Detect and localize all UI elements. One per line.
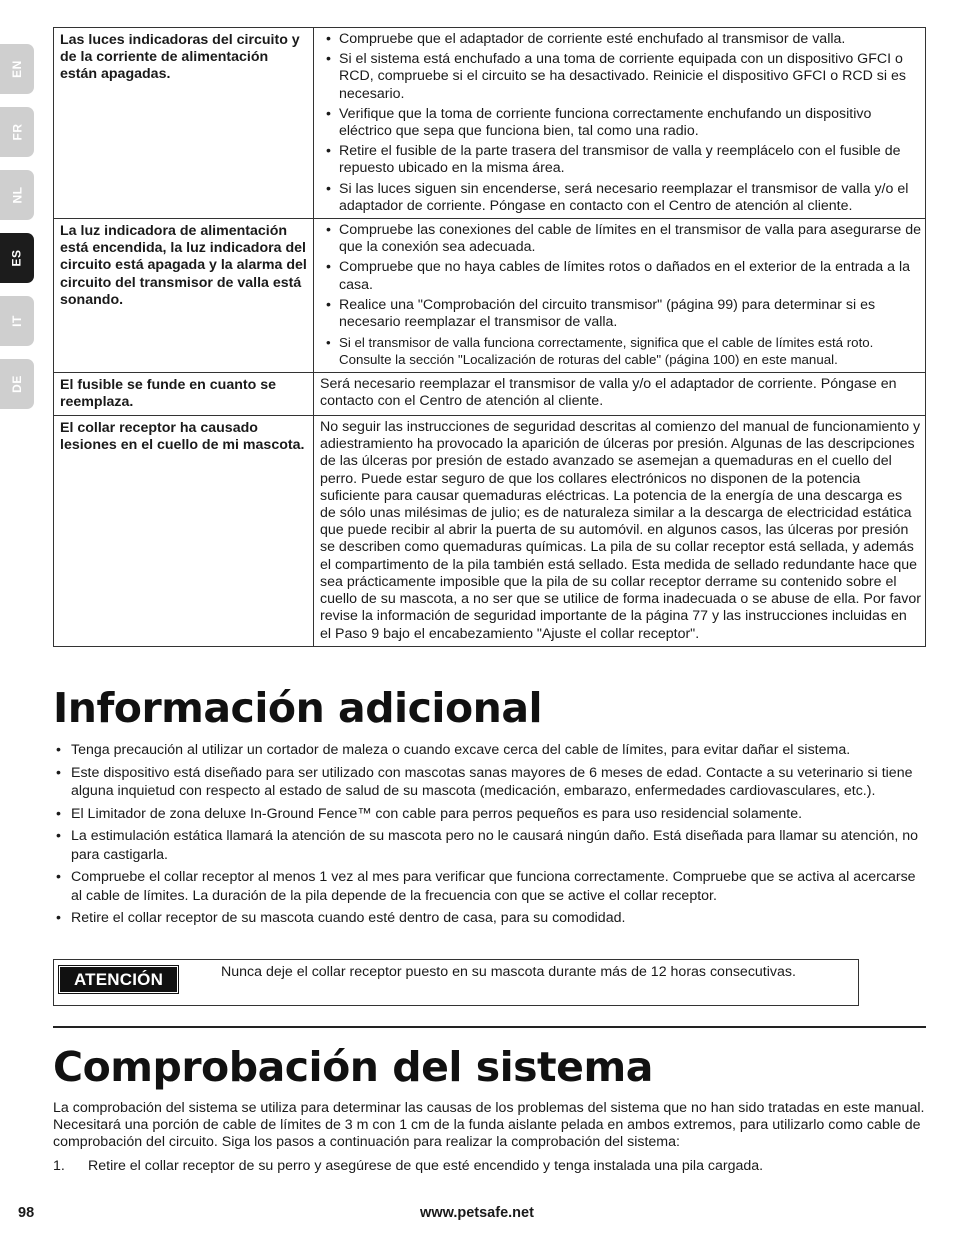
list-item: • Retire el collar receptor de su mascota cuando esté dentro de casa, para su comodidad. — [53, 909, 928, 928]
list-item: • Este dispositivo está diseñado para ser utilizado con mascotas sanas mayores de 6 meses de edad. Contacte a su veterinario si tiene alguna inquietud con respecto al estado de salud de su mascota (medicación, embarazo, enfermedades cardiovasculares, etc.). — [53, 764, 928, 801]
troubleshooting-table — [53, 27, 926, 647]
problem-cell: Las luces indicadoras del circuito y de la corriente de alimentación están apagadas. — [54, 28, 314, 219]
list-item: • Realice una "Comprobación del circuito transmisor" (página 99) para determinar si es necesario reemplazar el transmisor de valla. — [320, 297, 921, 331]
solution-cell: Será necesario reemplazar el transmisor de valla y/o el adaptador de corriente. Póngase en contacto con el Centro de atención al cliente. — [314, 372, 926, 415]
step-number: 1. — [53, 1158, 65, 1174]
list-item: • Retire el fusible de la parte trasera del transmisor de valla y reemplácelo con el fusible de repuesto ubicado en la misma área. — [320, 143, 921, 177]
info-heading: Información adicional — [53, 684, 543, 732]
step-text: Retire el collar receptor de su perro y asegúrese de que esté encendido y tenga instalada una pila cargada. — [88, 1158, 764, 1174]
table-row — [54, 28, 926, 219]
problem-cell: La luz indicadora de alimentación está encendida, la luz indicadora del circuito está apagada y la alarma del circuito del transmisor de valla está sonando. — [54, 219, 314, 373]
step-item — [53, 1158, 928, 1175]
list-item: • El Limitador de zona deluxe In-Ground Fence™ con cable para perros pequeños es para uso residencial solamente. — [53, 805, 928, 824]
system-check-intro: La comprobación del sistema se utiliza para determinar las causas de los problemas del sistema que no han sido tratadas en este manual. Necesitará una porción de cable de límites de 3 m con 1 cm de la funda aislante pelada en ambos extremos, para utilizarlo como cable de comprobación del circuito. Siga los pasos a continuación para realizar la comprobación del sistema: — [53, 1100, 925, 1150]
system-check-heading: Comprobación del sistema — [53, 1043, 653, 1091]
list-item: • Compruebe que el adaptador de corriente esté enchufado al transmisor de valla. — [320, 31, 921, 48]
lang-tab-nl[interactable]: NL — [0, 170, 34, 220]
lang-tab-es[interactable]: ES — [0, 233, 34, 283]
table-row — [54, 372, 926, 415]
section-divider — [53, 1026, 926, 1028]
table-row — [54, 416, 926, 647]
warning-box — [53, 959, 859, 1006]
list-item: • Si las luces siguen sin encenderse, será necesario reemplazar el transmisor de valla y/o el adaptador de corriente. Póngase en contacto con el Centro de atención al cliente. — [320, 181, 921, 215]
warning-badge: ATENCIÓN — [60, 967, 177, 992]
table-row — [54, 219, 926, 373]
list-item: • Compruebe el collar receptor al menos 1 vez al mes para verificar que funciona correctamente. Compruebe que se activa al acercarse al cable de límites. La duración de la pila depende de la frecuencia con que se active el collar receptor. — [53, 868, 928, 905]
lang-tab-en[interactable]: EN — [0, 44, 34, 94]
solution-cell — [314, 28, 926, 219]
list-item: • Tenga precaución al utilizar un cortador de maleza o cuando excave cerca del cable de límites, para evitar dañar el sistema. — [53, 741, 928, 760]
lang-tab-it[interactable]: IT — [0, 296, 34, 346]
solution-cell — [314, 219, 926, 373]
problem-cell: El fusible se funde en cuanto se reemplaza. — [54, 372, 314, 415]
solution-cell: No seguir las instrucciones de seguridad descritas al comienzo del manual de funcionamiento y adiestramiento ha provocado la aparición de úlceras por presión. Algunas de las descripciones de las úlceras por presión de estado avanzado se asemejan a quemaduras en el cuello del perro. Puede estar seguro de que los collares electrónicos no disponen de la potencia suficiente para causar quemaduras eléctricas. La potencia de la energía de una descarga es de sólo unas milésimas de julio; es de naturaleza similar a la descarga de electricidad estática que puede recibir al abrir la puerta de su automóvil. en algunos casos, las úlceras por presión se describen como quemaduras químicas. La pila de su collar receptor está sellada, y además el compartimento de la pila también está sellado. Esta medida de sellado redundante hace que sea prácticamente imposible que la pila de su collar receptor derrame su contenido sobre el cuello de su mascota, a no ser que se utilice de forma inadecuada o se abuse de ella. Por favor revise la información de seguridad importante de la página 77 y las instrucciones incluidas en el Paso 9 bajo el encabezamiento "Ajuste el collar receptor". — [314, 416, 926, 647]
list-item: • Si el sistema está enchufado a una toma de corriente equipada con un dispositivo GFCI o RCD, compruebe si el circuito se ha desactivado. Reinicie el dispositivo GFCI o RCD si es necesario. — [320, 51, 921, 103]
list-item: • Compruebe que no haya cables de límites rotos o dañados en el exterior de la entrada a la casa. — [320, 259, 921, 293]
list-item: • Si el transmisor de valla funciona correctamente, significa que el cable de límites está roto. Consulte la sección "Localización de roturas del cable" (página 100) en este manual. — [320, 334, 921, 368]
warning-text: Nunca deje el collar receptor puesto en su mascota durante más de 12 horas consecutivas. — [221, 964, 796, 980]
problem-cell: El collar receptor ha causado lesiones en el cuello de mi mascota. — [54, 416, 314, 647]
list-item: • La estimulación estática llamará la atención de su mascota pero no le causará ningún daño. Está diseñada para llamar su atención, no para castigarla. — [53, 827, 928, 864]
lang-tab-de[interactable]: DE — [0, 359, 34, 409]
list-item: • Compruebe las conexiones del cable de límites en el transmisor de valla para asegurarse de que la conexión sea adecuada. — [320, 222, 921, 256]
footer-url[interactable]: www.petsafe.net — [420, 1205, 534, 1221]
info-list — [53, 741, 928, 932]
page-number: 98 — [18, 1205, 35, 1221]
lang-tab-fr[interactable]: FR — [0, 107, 34, 157]
list-item: • Verifique que la toma de corriente funciona correctamente enchufando un dispositivo eléctrico que sepa que funciona bien, tal como una radio. — [320, 106, 921, 140]
